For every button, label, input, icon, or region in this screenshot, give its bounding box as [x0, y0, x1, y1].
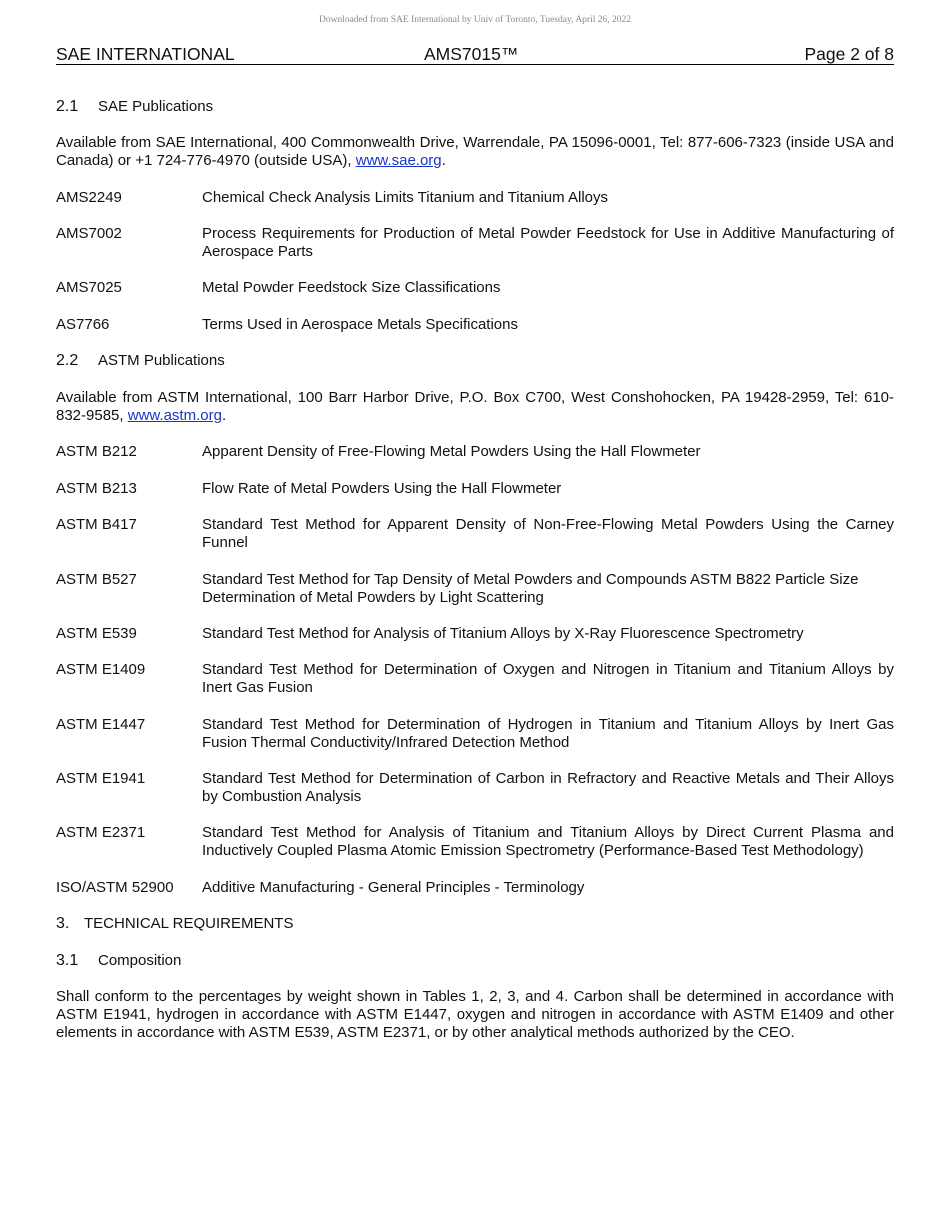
- reference-code: ASTM E2371: [56, 824, 146, 841]
- reference-row: [56, 189, 894, 207]
- reference-row: [56, 279, 894, 297]
- reference-row: [56, 225, 894, 261]
- reference-title: Apparent Density of Free-Flowing Metal Powders Using the Hall Flowmeter: [202, 443, 701, 460]
- reference-title: Standard Test Method for Apparent Density of Non-Free-Flowing Metal Powders Using the Carney Funnel: [202, 516, 894, 551]
- section-number: 2.2: [56, 352, 79, 369]
- reference-code: ASTM B417: [56, 516, 137, 533]
- sae-availability-paragraph: [56, 134, 894, 170]
- reference-title: Chemical Check Analysis Limits Titanium and Titanium Alloys: [202, 189, 608, 206]
- reference-row: [56, 443, 894, 461]
- section-number: 3.: [56, 915, 70, 932]
- section-title: ASTM Publications: [98, 352, 225, 369]
- reference-code: ASTM E1409: [56, 661, 146, 678]
- sentence-end: .: [221, 407, 227, 424]
- reference-code: ASTM B527: [56, 571, 137, 588]
- reference-row: [56, 824, 894, 860]
- download-watermark: Downloaded from SAE International by Univ of Toronto, Tuesday, April 26, 2022: [318, 15, 631, 25]
- reference-row: [56, 661, 894, 697]
- reference-title: Flow Rate of Metal Powders Using the Hall Flowmeter: [202, 480, 562, 497]
- page-header: [56, 44, 894, 65]
- reference-code: AS7766: [56, 316, 110, 333]
- reference-code: ASTM E1447: [56, 716, 146, 733]
- reference-code: AMS2249: [56, 189, 122, 206]
- reference-title: Process Requirements for Production of Metal Powder Feedstock for Use in Additive Manufacturing of Aerospace Parts: [202, 225, 894, 260]
- composition-paragraph: Shall conform to the percentages by weight shown in Tables 1, 2, 3, and 4. Carbon shall be determined in accordance with ASTM E1941, hydrogen in accordance with ASTM E1447, oxygen and nitrogen in accordance with ASTM E1409 and other elements in accordance with ASTM E539, ASTM E2371, or by other analytical methods authorized by the CEO.: [56, 988, 894, 1041]
- reference-row: [56, 516, 894, 552]
- astm-availability-paragraph: [56, 389, 894, 425]
- availability-text: Available from ASTM International, 100 Barr Harbor Drive, P.O. Box C700, West Conshohocken, PA 19428-2959, Tel: 610-832-9585,: [56, 389, 894, 424]
- section-title: Composition: [98, 952, 182, 969]
- astm-website-link[interactable]: www.astm.org: [127, 407, 222, 424]
- section-3-1-heading: [56, 952, 894, 970]
- reference-title: Standard Test Method for Determination of Hydrogen in Titanium and Titanium Alloys by Inert Gas Fusion Thermal Conductivity/Infrared Detection Method: [202, 716, 894, 751]
- reference-title: Standard Test Method for Determination of Carbon in Refractory and Reactive Metals and Their Alloys by Combustion Analysis: [202, 770, 894, 805]
- reference-row: [56, 770, 894, 806]
- reference-code: ISO/ASTM 52900: [56, 879, 174, 896]
- reference-row: [56, 716, 894, 752]
- reference-title: Terms Used in Aerospace Metals Specifications: [202, 316, 518, 333]
- section-number: 2.1: [56, 98, 79, 115]
- sentence-end: .: [441, 152, 446, 169]
- reference-code: ASTM B212: [56, 443, 137, 460]
- reference-row: [56, 316, 894, 334]
- reference-title: Additive Manufacturing - General Principles - Terminology: [202, 879, 585, 896]
- section-2-2-heading: [56, 352, 894, 370]
- header-org: SAE INTERNATIONAL: [56, 44, 235, 64]
- reference-code: AMS7025: [56, 279, 122, 296]
- reference-row: [56, 480, 894, 498]
- availability-text: Available from SAE International, 400 Commonwealth Drive, Warrendale, PA 15096-0001, Tel: 877-606-7323 (inside USA and Canada) or +1 724-776-4970 (outside USA),: [56, 134, 894, 169]
- section-number: 3.1: [56, 952, 79, 969]
- section-3-heading: [56, 915, 894, 933]
- reference-code: ASTM E1941: [56, 770, 146, 787]
- reference-row: [56, 625, 894, 643]
- sae-website-link[interactable]: www.sae.org: [355, 152, 442, 169]
- reference-row: [56, 571, 894, 607]
- section-title: SAE Publications: [98, 98, 214, 115]
- header-doc-id: AMS7015™: [424, 44, 519, 64]
- reference-title: Metal Powder Feedstock Size Classifications: [202, 279, 501, 296]
- reference-code: ASTM B213: [56, 480, 137, 497]
- reference-code: ASTM E539: [56, 625, 137, 642]
- section-title: TECHNICAL REQUIREMENTS: [84, 915, 294, 932]
- header-page-number: Page 2 of 8: [804, 44, 894, 64]
- section-2-1-heading: [56, 98, 894, 116]
- reference-title: Standard Test Method for Analysis of Titanium and Titanium Alloys by Direct Current Plasma and Inductively Coupled Plasma Atomic Emission Spectrometry (Performance-Based Test Methodology): [202, 824, 894, 859]
- reference-row: [56, 879, 894, 897]
- reference-title: Standard Test Method for Analysis of Titanium Alloys by X-Ray Fluorescence Spectrometry: [202, 625, 804, 642]
- reference-title: Standard Test Method for Determination of Oxygen and Nitrogen in Titanium and Titanium Alloys by Inert Gas Fusion: [202, 661, 894, 696]
- reference-title: Standard Test Method for Tap Density of Metal Powders and Compounds ASTM B822 Particle Size Determination of Metal Powders by Light Scattering: [202, 571, 859, 606]
- reference-code: AMS7002: [56, 225, 122, 242]
